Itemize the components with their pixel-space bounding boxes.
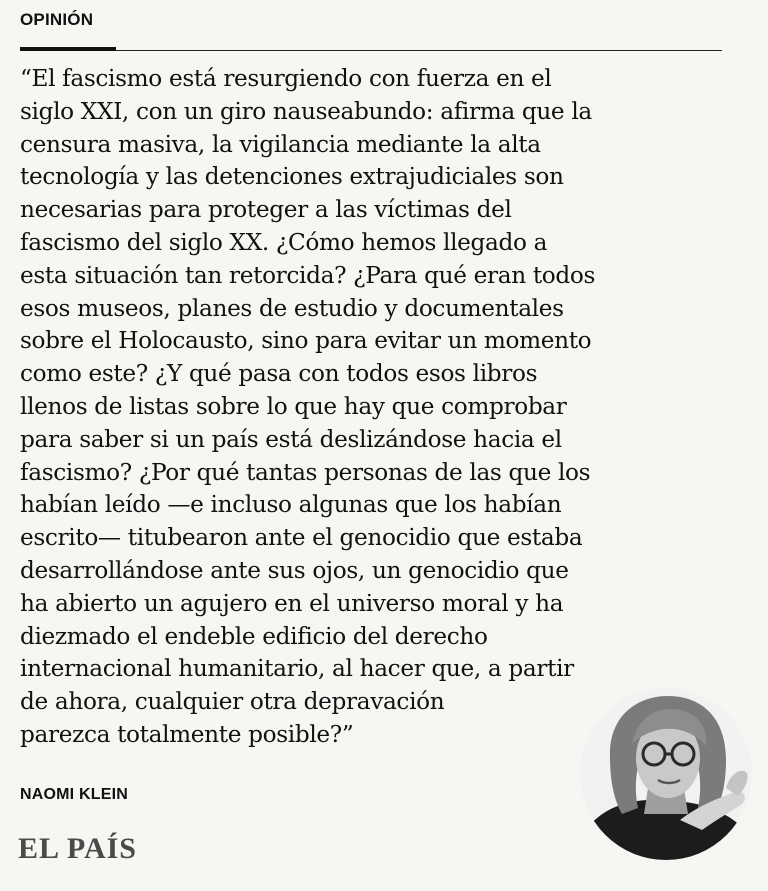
quote-line: esta situación tan retorcida? ¿Para qué eran todos bbox=[20, 261, 596, 289]
quote-line: tecnología y las detenciones extrajudiciales son bbox=[20, 163, 564, 191]
quote-line: de ahora, cualquier otra depravación bbox=[20, 688, 445, 716]
quote-line: “El fascismo está resurgiendo con fuerza en el bbox=[20, 65, 552, 92]
author-portrait-icon bbox=[580, 688, 752, 860]
quote-line: sobre el Holocausto, sino para evitar un momento bbox=[20, 327, 592, 355]
header-divider bbox=[20, 50, 722, 51]
quote-line: necesarias para proteger a las víctimas del bbox=[20, 196, 512, 224]
quote-line: escrito— titubearon ante el genocidio que estaba bbox=[20, 524, 583, 552]
quote-line: siglo XXI, con un giro nauseabundo: afirma que la bbox=[20, 97, 592, 125]
quote-line: fascismo del siglo XX. ¿Cómo hemos llegado a bbox=[20, 228, 548, 256]
quote-line: como este? ¿Y qué pasa con todos esos libros bbox=[20, 360, 538, 388]
author-name: NAOMI KLEIN bbox=[20, 786, 128, 803]
quote-line: censura masiva, la vigilancia mediante la alta bbox=[20, 130, 541, 158]
quote-line: internacional humanitario, al hacer que, a partir bbox=[20, 655, 574, 683]
quote-line: desarrollándose ante sus ojos, un genocidio que bbox=[20, 556, 569, 584]
quote-line: esos museos, planes de estudio y documentales bbox=[20, 294, 564, 322]
section-label: OPINIÓN bbox=[20, 10, 94, 29]
quote-line: fascismo? ¿Por qué tantas personas de las que los bbox=[20, 458, 591, 486]
el-pais-logo: EL PAÍS bbox=[18, 832, 137, 865]
quote-text bbox=[20, 63, 720, 752]
quote-line: llenos de listas sobre lo que hay que comprobar bbox=[20, 392, 567, 420]
header-accent-bar bbox=[20, 47, 116, 51]
quote-line: habían leído —e incluso algunas que los habían bbox=[20, 491, 562, 519]
quote-line: para saber si un país está deslizándose hacia el bbox=[20, 425, 562, 453]
quote-line: ha abierto un agujero en el universo moral y ha bbox=[20, 589, 564, 617]
quote-line: diezmado el endeble edificio del derecho bbox=[20, 622, 488, 650]
quote-line: parezca totalmente posible?” bbox=[20, 720, 354, 748]
